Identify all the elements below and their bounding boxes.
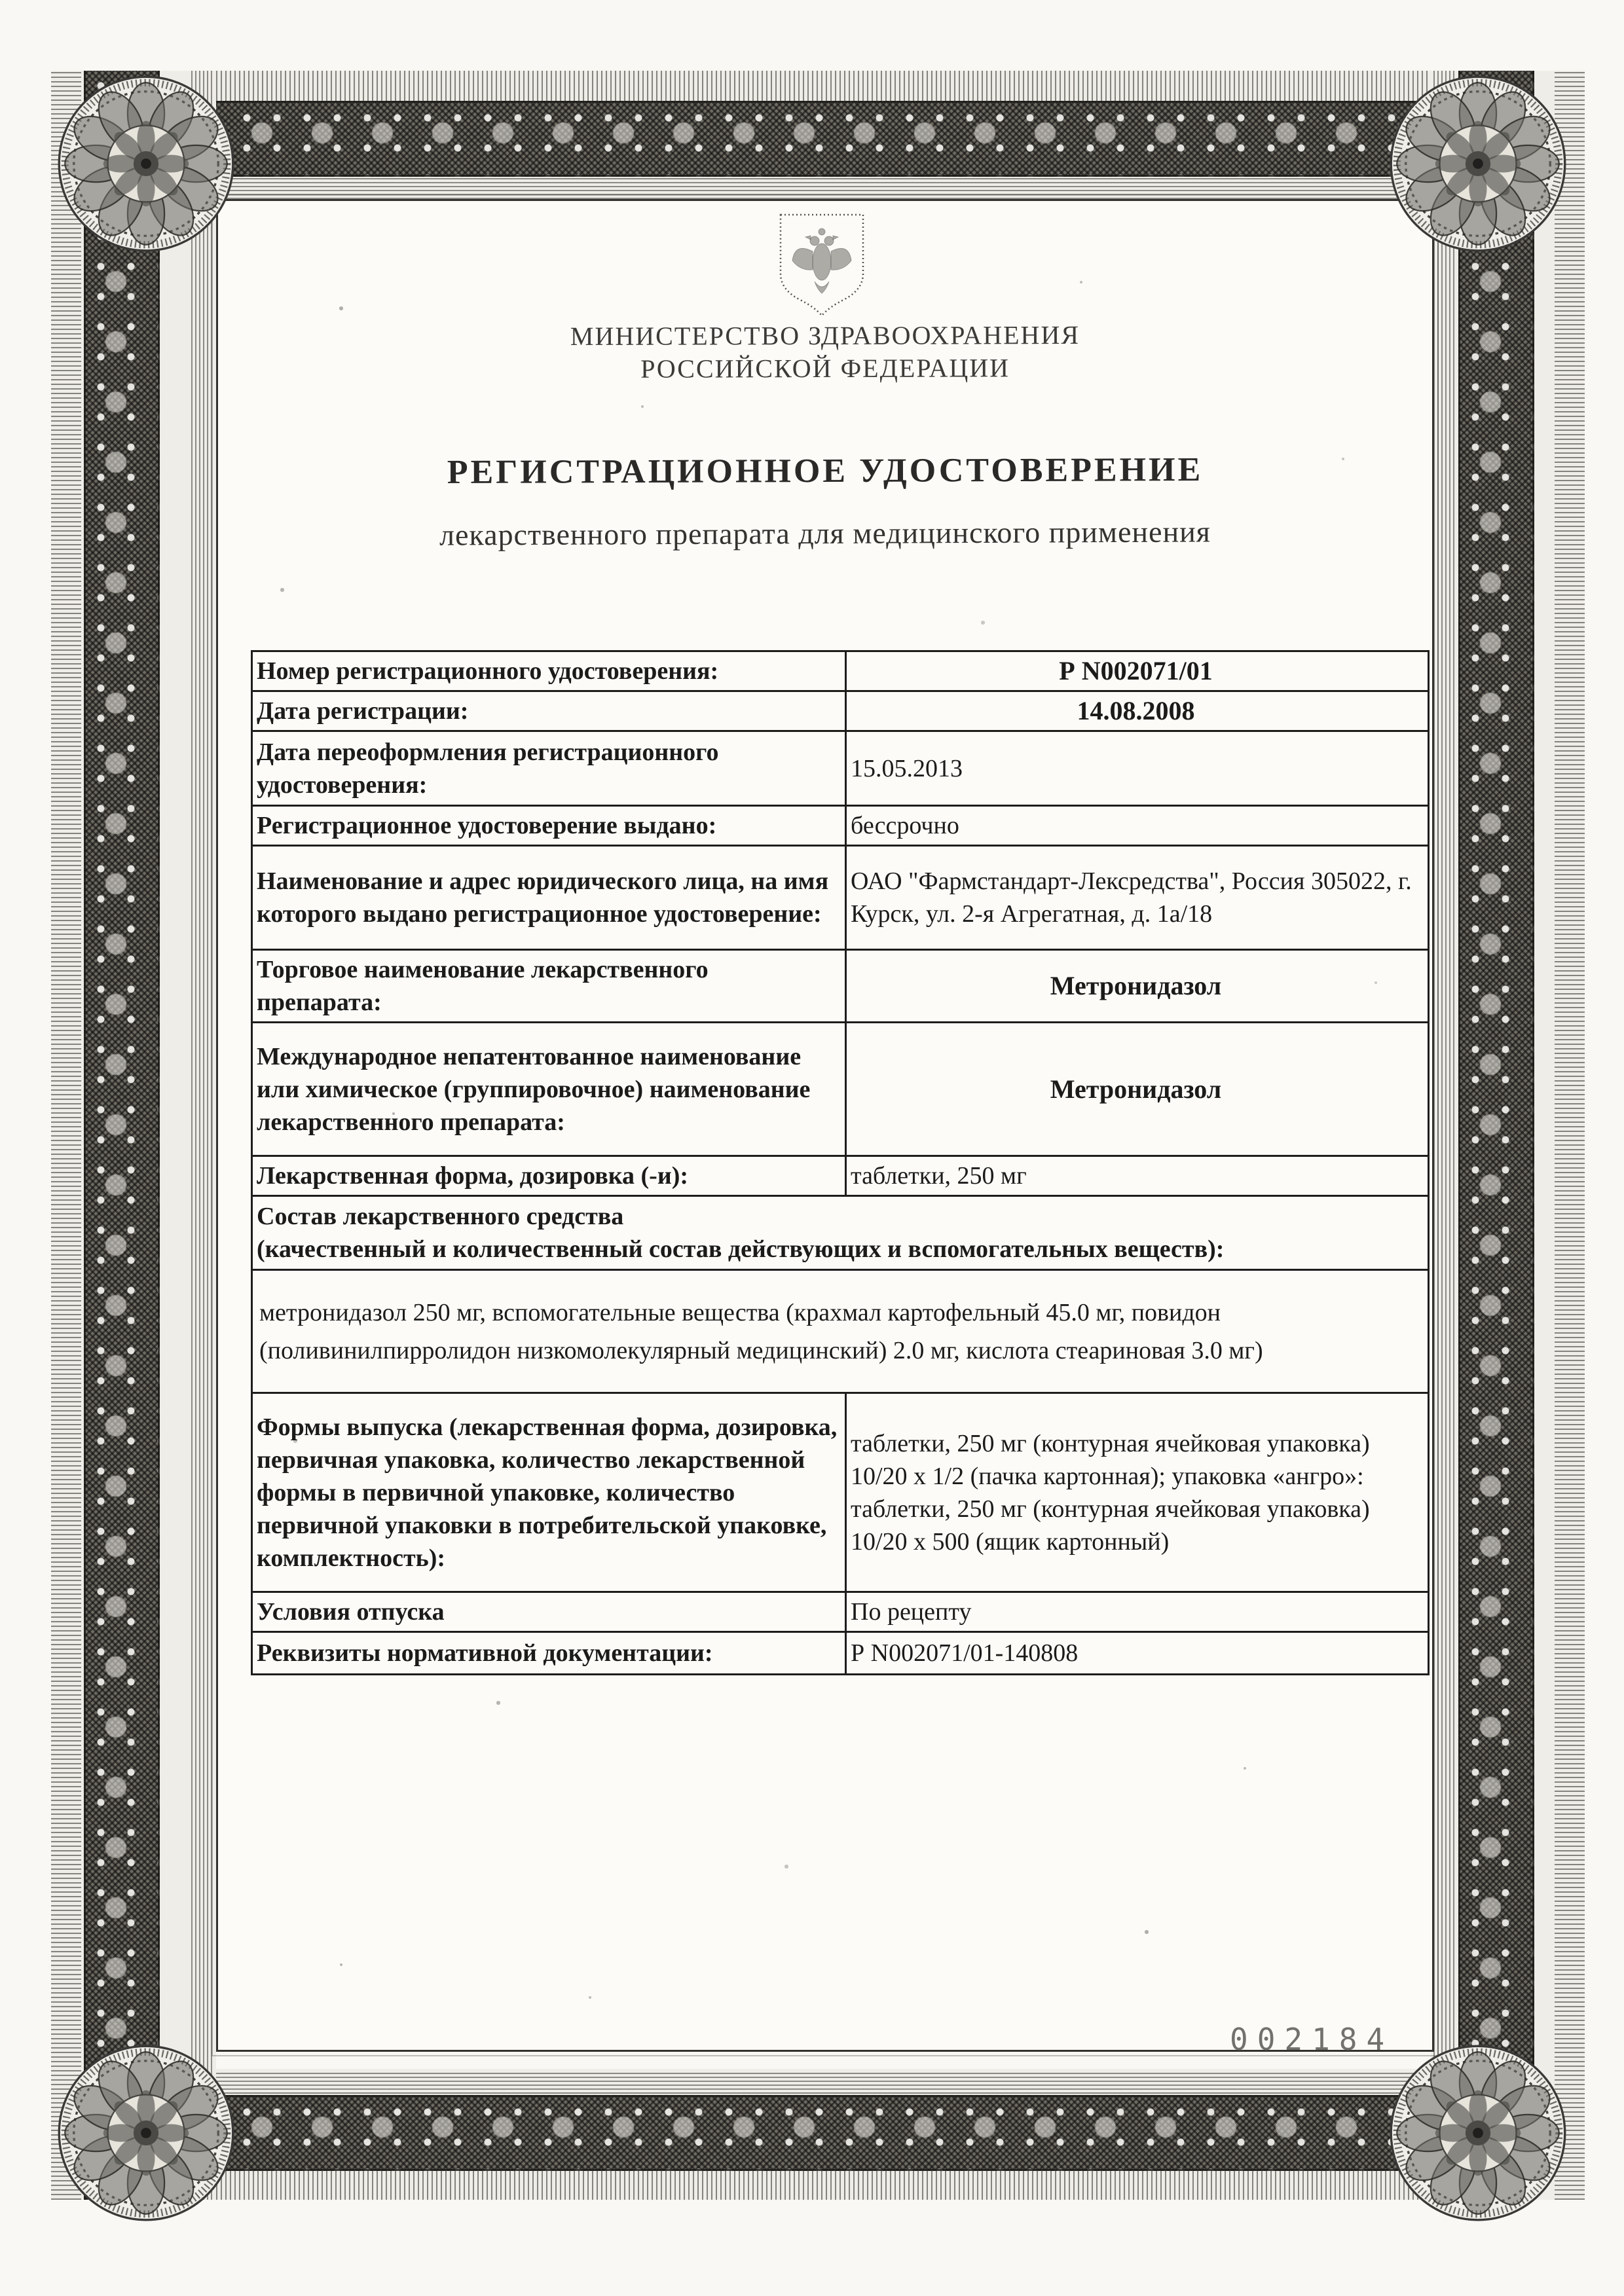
border-ledge <box>191 71 213 2200</box>
row-label: Лекарственная форма, дозировка (-и): <box>252 1156 846 1196</box>
table-row <box>252 950 1429 1023</box>
border-ledge <box>51 177 1573 199</box>
russia-coat-of-arms-icon <box>775 211 868 322</box>
row-label: Регистрационное удостоверение выдано: <box>252 806 846 846</box>
row-label: Дата переоформления регистрационного удостоверения: <box>252 731 846 806</box>
row-value: 14.08.2008 <box>846 691 1429 731</box>
row-value: ОАО "Фармстандарт-Лексредства", Россия 305022, г. Курск, ул. 2-я Агрегатная, д. 1а/18 <box>846 846 1429 950</box>
table-section-header-row <box>252 1196 1429 1270</box>
composition-text-cell: метронидазол 250 мг, вспомогательные вещества (крахмал картофельный 45.0 мг, повидон (поливинилпирролидон низкомолекулярный медицинский) 2.0 мг, кислота стеариновая 3.0 мг) <box>252 1270 1429 1393</box>
row-value: таблетки, 250 мг <box>846 1156 1429 1196</box>
border-band-top <box>51 71 1573 202</box>
row-label: Дата регистрации: <box>252 691 846 731</box>
table-row <box>252 1393 1429 1592</box>
row-label: Реквизиты нормативной документации: <box>252 1632 846 1675</box>
row-label: Международное непатентованное наименование или химическое (группировочное) наименование лекарственного препарата: <box>252 1023 846 1156</box>
row-value: Метронидазол <box>846 950 1429 1023</box>
border-garland <box>84 71 160 2200</box>
table-row <box>252 846 1429 950</box>
row-value: Метронидазол <box>846 1023 1429 1156</box>
border-garland <box>51 2095 1573 2171</box>
row-label: Торговое наименование лекарственного препарата: <box>252 950 846 1023</box>
border-fringe <box>51 2170 1573 2200</box>
row-label: Формы выпуска (лекарственная форма, дозировка, первичная упаковка, количество лекарственной формы в первичной упаковке, количество первичной упаковки в потребительской упаковке, комплектность): <box>252 1393 846 1592</box>
ministry-line1: МИНИСТЕРСТВО ЗДРАВООХРАНЕНИЯ <box>570 319 1080 352</box>
border-fringe <box>51 71 81 2200</box>
table-fulltext-row <box>252 1270 1429 1393</box>
border-garland <box>51 101 1573 177</box>
border-band-left <box>51 71 216 2200</box>
border-garland <box>1458 71 1534 2200</box>
composition-header-line2: (качественный и количественный состав действующих и вспомогательных веществ): <box>257 1235 1225 1263</box>
row-label: Условия отпуска <box>252 1592 846 1632</box>
section-header-cell <box>252 1196 1429 1270</box>
ministry-name <box>219 318 1431 387</box>
row-value: По рецепту <box>846 1592 1429 1632</box>
table-row <box>252 691 1429 731</box>
corner-rosette-icon <box>1390 2045 1566 2221</box>
row-value: Р N002071/01 <box>846 651 1429 691</box>
border-band-right <box>1431 71 1585 2200</box>
composition-header-line1: Состав лекарственного средства <box>257 1203 624 1230</box>
corner-rosette-icon <box>1390 75 1566 252</box>
row-value: бессрочно <box>846 806 1429 846</box>
border-band-bottom <box>51 2069 1573 2200</box>
border-ledge <box>1433 71 1456 2200</box>
border-fringe <box>51 71 1573 101</box>
table-row <box>252 806 1429 846</box>
border-ledge <box>51 2071 1573 2094</box>
row-label: Номер регистрационного удостоверения: <box>252 651 846 691</box>
border-fringe <box>1555 71 1585 2200</box>
document-title: РЕГИСТРАЦИОННОЕ УДОСТОВЕРЕНИЕ <box>447 450 1204 492</box>
table-row <box>252 651 1429 691</box>
row-value: Р N002071/01-140808 <box>846 1632 1429 1675</box>
scan-noise-speckles <box>0 0 1 1</box>
table-row <box>252 1632 1429 1675</box>
row-label: Наименование и адрес юридического лица, на имя которого выдано регистрационное удостоверение: <box>252 846 846 950</box>
table-row <box>252 1592 1429 1632</box>
table-row <box>252 731 1429 806</box>
ministry-line2: РОССИЙСКОЙ ФЕДЕРАЦИИ <box>640 353 1010 384</box>
serial-number: 002184 <box>1230 2022 1394 2057</box>
registration-details-table <box>251 650 1430 1675</box>
corner-rosette-icon <box>58 75 234 252</box>
table-row <box>252 1156 1429 1196</box>
row-value: таблетки, 250 мг (контурная ячейковая упаковка) 10/20 х 1/2 (пачка картонная); упаковка «ангро»: таблетки, 250 мг (контурная ячейковая упаковка) 10/20 х 500 (ящик картонный) <box>846 1393 1429 1592</box>
corner-rosette-icon <box>58 2045 234 2221</box>
document-subtitle: лекарственного препарата для медицинского применения <box>439 515 1211 552</box>
table-row <box>252 1023 1429 1156</box>
row-value: 15.05.2013 <box>846 731 1429 806</box>
